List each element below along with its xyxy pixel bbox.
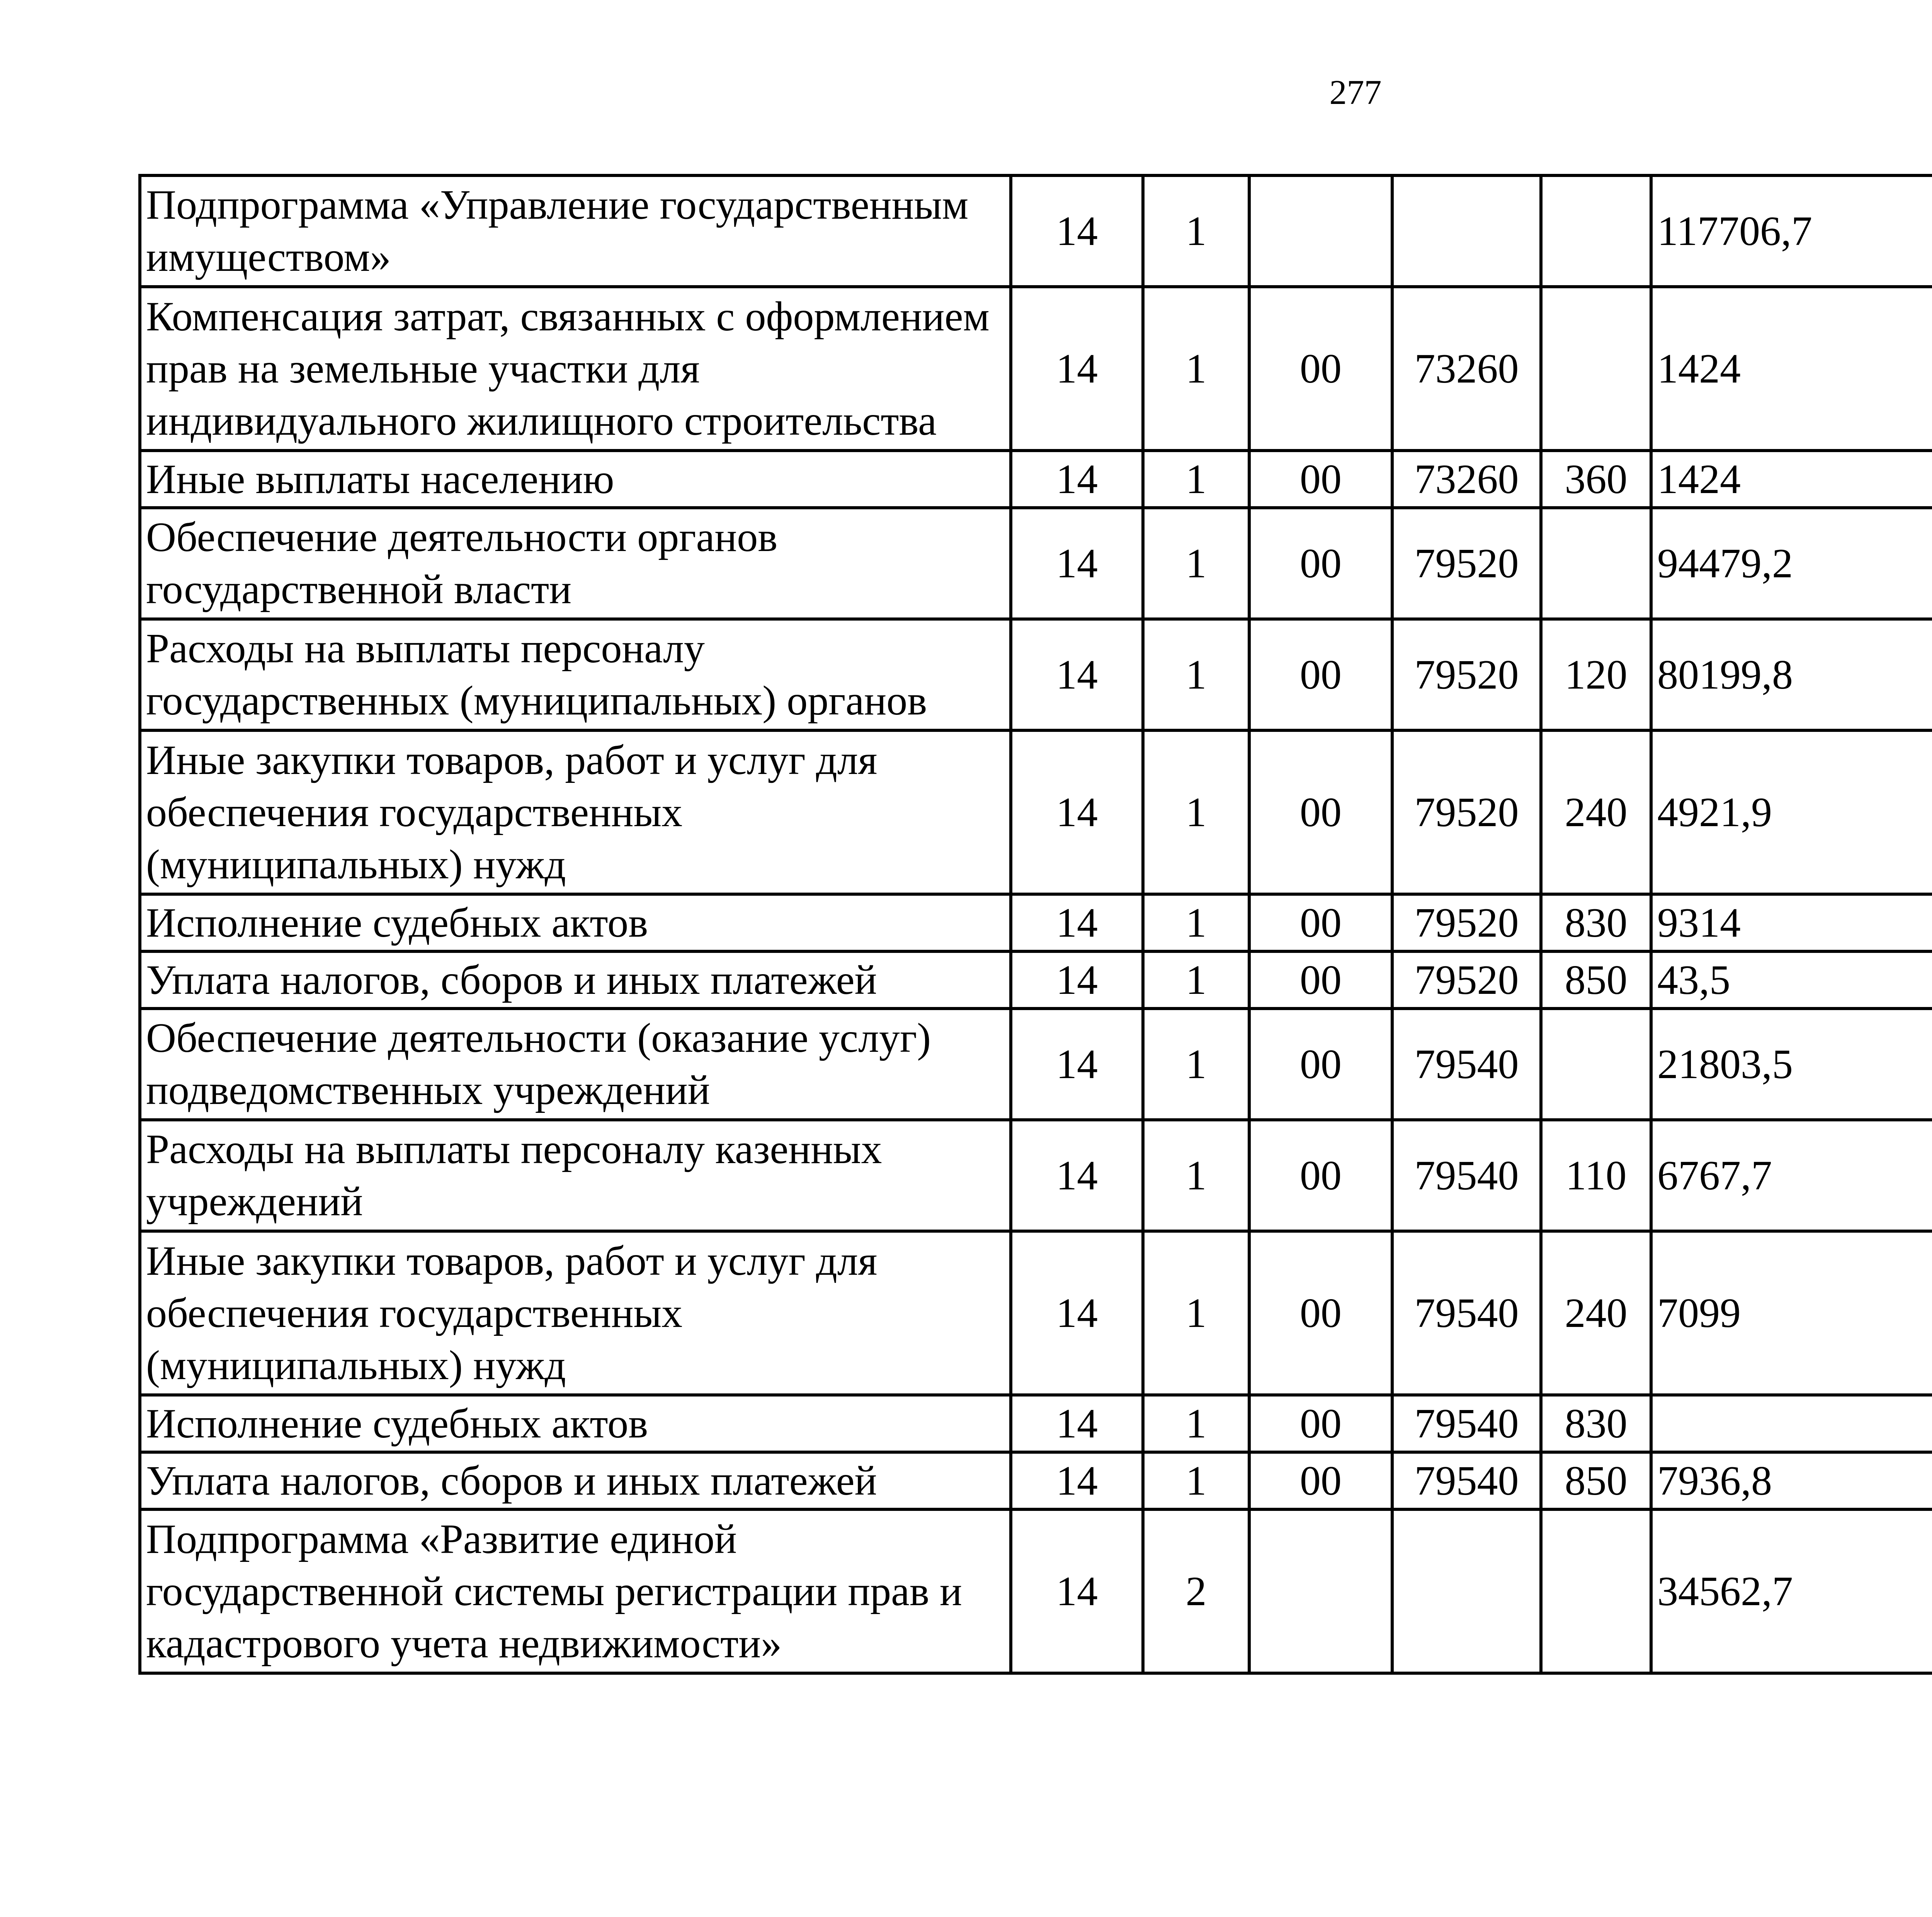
vr-code: 850 bbox=[1541, 1452, 1651, 1509]
pp-code: 1 bbox=[1143, 730, 1249, 894]
gp-code: 14 bbox=[1011, 287, 1143, 451]
direction-code: 00 bbox=[1249, 451, 1392, 508]
vr-code bbox=[1541, 175, 1651, 287]
gp-code: 14 bbox=[1011, 1120, 1143, 1231]
pp-code: 1 bbox=[1143, 619, 1249, 730]
amount-year-1: 21803,5 bbox=[1651, 1009, 1932, 1120]
amount-year-1: 43,5 bbox=[1651, 951, 1932, 1009]
amount-year-1: 34562,7 bbox=[1651, 1509, 1932, 1673]
row-name: Уплата налогов, сборов и иных платежей bbox=[140, 951, 1011, 1009]
gp-code: 14 bbox=[1011, 1395, 1143, 1452]
table-row bbox=[140, 1009, 1932, 1120]
table-row bbox=[140, 451, 1932, 508]
expense-code: 79540 bbox=[1392, 1231, 1541, 1395]
table-row bbox=[140, 287, 1932, 451]
pp-code: 1 bbox=[1143, 451, 1249, 508]
vr-code: 850 bbox=[1541, 951, 1651, 1009]
row-name: Расходы на выплаты персоналу казенных учреждений bbox=[140, 1120, 1011, 1231]
pp-code: 1 bbox=[1143, 508, 1249, 619]
row-name: Исполнение судебных актов bbox=[140, 1395, 1011, 1452]
vr-code: 830 bbox=[1541, 894, 1651, 951]
vr-code: 830 bbox=[1541, 1395, 1651, 1452]
direction-code: 00 bbox=[1249, 1395, 1392, 1452]
row-name: Иные закупки товаров, работ и услуг для обеспечения государственных (муниципальных) нужд bbox=[140, 730, 1011, 894]
table-row bbox=[140, 1509, 1932, 1673]
gp-code: 14 bbox=[1011, 619, 1143, 730]
expense-code: 79520 bbox=[1392, 619, 1541, 730]
row-name: Обеспечение деятельности органов государственной власти bbox=[140, 508, 1011, 619]
gp-code: 14 bbox=[1011, 508, 1143, 619]
direction-code: 00 bbox=[1249, 894, 1392, 951]
amount-year-1: 9314 bbox=[1651, 894, 1932, 951]
gp-code: 14 bbox=[1011, 175, 1143, 287]
amount-year-1 bbox=[1651, 1395, 1932, 1452]
direction-code: 00 bbox=[1249, 730, 1392, 894]
direction-code bbox=[1249, 175, 1392, 287]
table-row bbox=[140, 1452, 1932, 1509]
amount-year-1: 7936,8 bbox=[1651, 1452, 1932, 1509]
row-name: Расходы на выплаты персоналу государственных (муниципальных) органов bbox=[140, 619, 1011, 730]
pp-code: 1 bbox=[1143, 1120, 1249, 1231]
vr-code bbox=[1541, 1009, 1651, 1120]
vr-code: 240 bbox=[1541, 730, 1651, 894]
expense-code: 79520 bbox=[1392, 508, 1541, 619]
direction-code: 00 bbox=[1249, 1231, 1392, 1395]
pp-code: 1 bbox=[1143, 1395, 1249, 1452]
amount-year-1: 117706,7 bbox=[1651, 175, 1932, 287]
row-name: Иные выплаты населению bbox=[140, 451, 1011, 508]
expense-code: 79540 bbox=[1392, 1395, 1541, 1452]
pp-code: 1 bbox=[1143, 1452, 1249, 1509]
gp-code: 14 bbox=[1011, 1509, 1143, 1673]
amount-year-1: 4921,9 bbox=[1651, 730, 1932, 894]
table-row bbox=[140, 175, 1932, 287]
expense-code: 79540 bbox=[1392, 1452, 1541, 1509]
expense-code: 79540 bbox=[1392, 1009, 1541, 1120]
vr-code: 120 bbox=[1541, 619, 1651, 730]
budget-table bbox=[138, 174, 1932, 1675]
table-row bbox=[140, 619, 1932, 730]
pp-code: 1 bbox=[1143, 894, 1249, 951]
expense-code: 79540 bbox=[1392, 1120, 1541, 1231]
pp-code: 1 bbox=[1143, 287, 1249, 451]
table-row bbox=[140, 508, 1932, 619]
row-name: Компенсация затрат, связанных с оформлением прав на земельные участки для индивидуального жилищного строительства bbox=[140, 287, 1011, 451]
table-row bbox=[140, 730, 1932, 894]
gp-code: 14 bbox=[1011, 951, 1143, 1009]
pp-code: 1 bbox=[1143, 1231, 1249, 1395]
pp-code: 1 bbox=[1143, 951, 1249, 1009]
amount-year-1: 6767,7 bbox=[1651, 1120, 1932, 1231]
direction-code: 00 bbox=[1249, 951, 1392, 1009]
expense-code: 79520 bbox=[1392, 894, 1541, 951]
direction-code: 00 bbox=[1249, 1120, 1392, 1231]
gp-code: 14 bbox=[1011, 1009, 1143, 1120]
expense-code: 79520 bbox=[1392, 951, 1541, 1009]
row-name: Иные закупки товаров, работ и услуг для обеспечения государственных (муниципальных) нужд bbox=[140, 1231, 1011, 1395]
table-row bbox=[140, 951, 1932, 1009]
gp-code: 14 bbox=[1011, 1452, 1143, 1509]
table-row bbox=[140, 1231, 1932, 1395]
row-name: Уплата налогов, сборов и иных платежей bbox=[140, 1452, 1011, 1509]
gp-code: 14 bbox=[1011, 451, 1143, 508]
pp-code: 1 bbox=[1143, 175, 1249, 287]
vr-code: 360 bbox=[1541, 451, 1651, 508]
vr-code bbox=[1541, 1509, 1651, 1673]
expense-code bbox=[1392, 175, 1541, 287]
page-number: 277 bbox=[1329, 73, 1382, 112]
direction-code: 00 bbox=[1249, 508, 1392, 619]
expense-code: 79520 bbox=[1392, 730, 1541, 894]
table-row bbox=[140, 1395, 1932, 1452]
vr-code bbox=[1541, 508, 1651, 619]
direction-code: 00 bbox=[1249, 619, 1392, 730]
pp-code: 1 bbox=[1143, 1009, 1249, 1120]
expense-code bbox=[1392, 1509, 1541, 1673]
table-row bbox=[140, 894, 1932, 951]
vr-code: 110 bbox=[1541, 1120, 1651, 1231]
row-name: Обеспечение деятельности (оказание услуг) подведомственных учреждений bbox=[140, 1009, 1011, 1120]
direction-code: 00 bbox=[1249, 287, 1392, 451]
expense-code: 73260 bbox=[1392, 287, 1541, 451]
vr-code: 240 bbox=[1541, 1231, 1651, 1395]
direction-code: 00 bbox=[1249, 1452, 1392, 1509]
pp-code: 2 bbox=[1143, 1509, 1249, 1673]
amount-year-1: 80199,8 bbox=[1651, 619, 1932, 730]
row-name: Подпрограмма «Развитие единой государственной системы регистрации прав и кадастрового учета недвижимости» bbox=[140, 1509, 1011, 1673]
gp-code: 14 bbox=[1011, 730, 1143, 894]
budget-table-body bbox=[140, 175, 1932, 1673]
direction-code: 00 bbox=[1249, 1009, 1392, 1120]
gp-code: 14 bbox=[1011, 894, 1143, 951]
amount-year-1: 1424 bbox=[1651, 287, 1932, 451]
vr-code bbox=[1541, 287, 1651, 451]
expense-code: 73260 bbox=[1392, 451, 1541, 508]
gp-code: 14 bbox=[1011, 1231, 1143, 1395]
table-row bbox=[140, 1120, 1932, 1231]
row-name: Подпрограмма «Управление государственным имуществом» bbox=[140, 175, 1011, 287]
row-name: Исполнение судебных актов bbox=[140, 894, 1011, 951]
amount-year-1: 7099 bbox=[1651, 1231, 1932, 1395]
amount-year-1: 94479,2 bbox=[1651, 508, 1932, 619]
amount-year-1: 1424 bbox=[1651, 451, 1932, 508]
direction-code bbox=[1249, 1509, 1392, 1673]
